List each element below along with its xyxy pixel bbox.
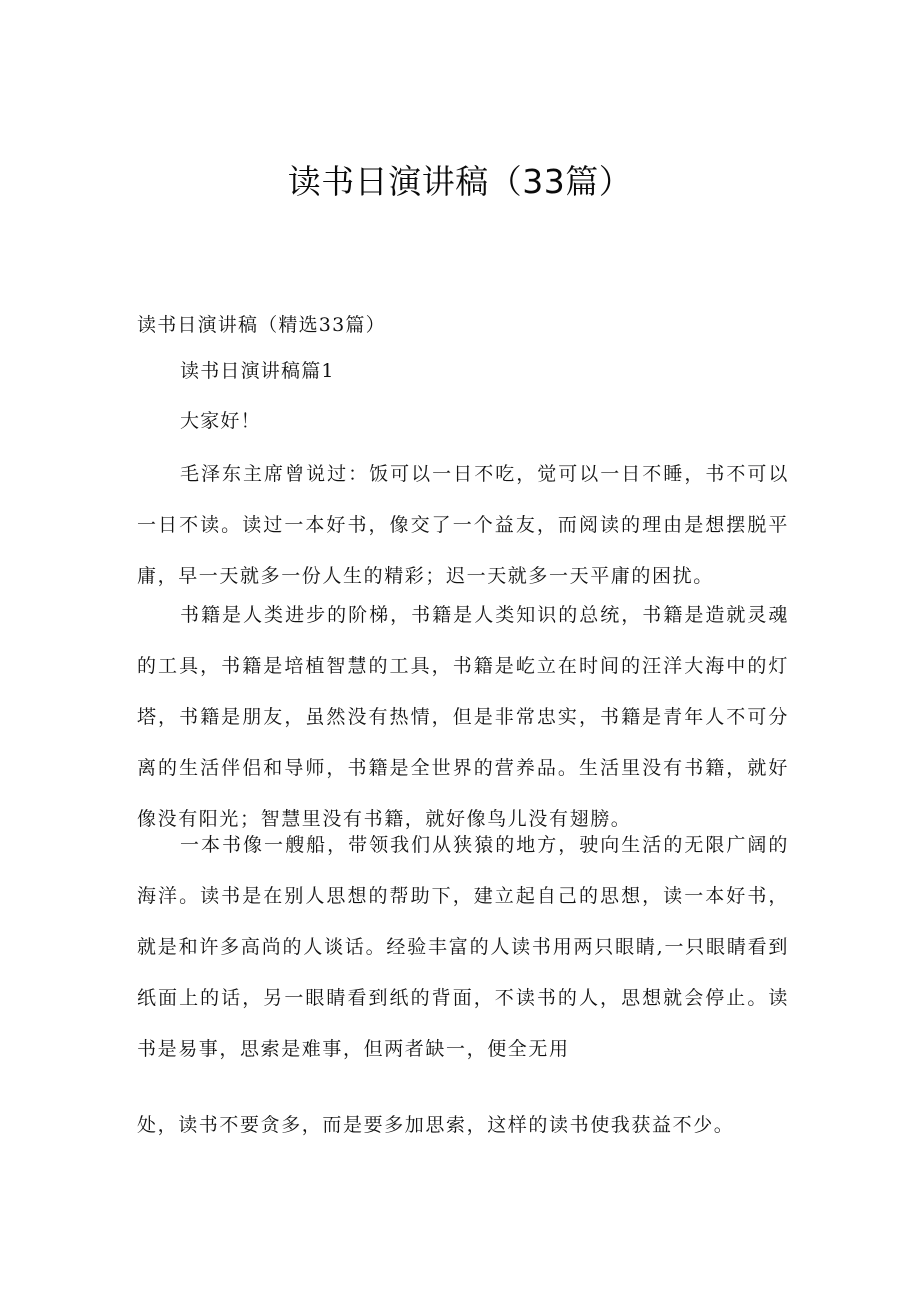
paragraph-3 xyxy=(137,820,789,1075)
greeting: 大家好！ xyxy=(180,410,261,432)
paragraph-text: 一本书像一艘船，带领我们从狭猿的地方，驶向生活的无限广阔的海洋。读书是在别人思想的帮助下，建立起自己的思想，读一本好书，就是和许多高尚的人谈话。经验丰富的人读书用两只眼睛,一只眼睛看到纸面上的话，另一眼睛看到纸的背面，不读书的人，思想就会停止。读书是易事，思索是难事，但两者缺一，便全无用 xyxy=(137,834,789,1060)
paragraph-2 xyxy=(137,590,789,845)
paragraph-text: 书籍是人类进步的阶梯，书籍是人类知识的总统，书籍是造就灵魂的工具，书籍是培植智慧的工具，书籍是屹立在时间的汪洋大海中的灯塔，书籍是朋友，虽然没有热情，但是非常忠实，书籍是青年人不可分离的生活伴侣和导师，书籍是全世界的营养品。生活里没有书籍，就好像没有阳光；智慧里没有书籍，就好像鸟儿没有翅膀。 xyxy=(137,604,789,830)
document-subtitle: 读书日演讲稿（精选33篇） xyxy=(137,314,386,336)
paragraph-text: 毛泽东主席曾说过：饭可以一日不吃，觉可以一日不睡，书不可以一日不读。读过一本好书，像交了一个益友，而阅读的理由是想摆脱平庸，早一天就多一份人生的精彩；迟一天就多一天平庸的困扰。 xyxy=(137,463,789,587)
section-heading: 读书日演讲稿篇1 xyxy=(180,360,335,382)
paragraph-4 xyxy=(137,1100,789,1151)
paragraph-1 xyxy=(137,449,789,602)
document-title: 读书日演讲稿（33篇） xyxy=(287,162,633,201)
paragraph-text: 处，读书不要贪多，而是要多加思索，这样的读书使我获益不少。 xyxy=(137,1114,735,1136)
